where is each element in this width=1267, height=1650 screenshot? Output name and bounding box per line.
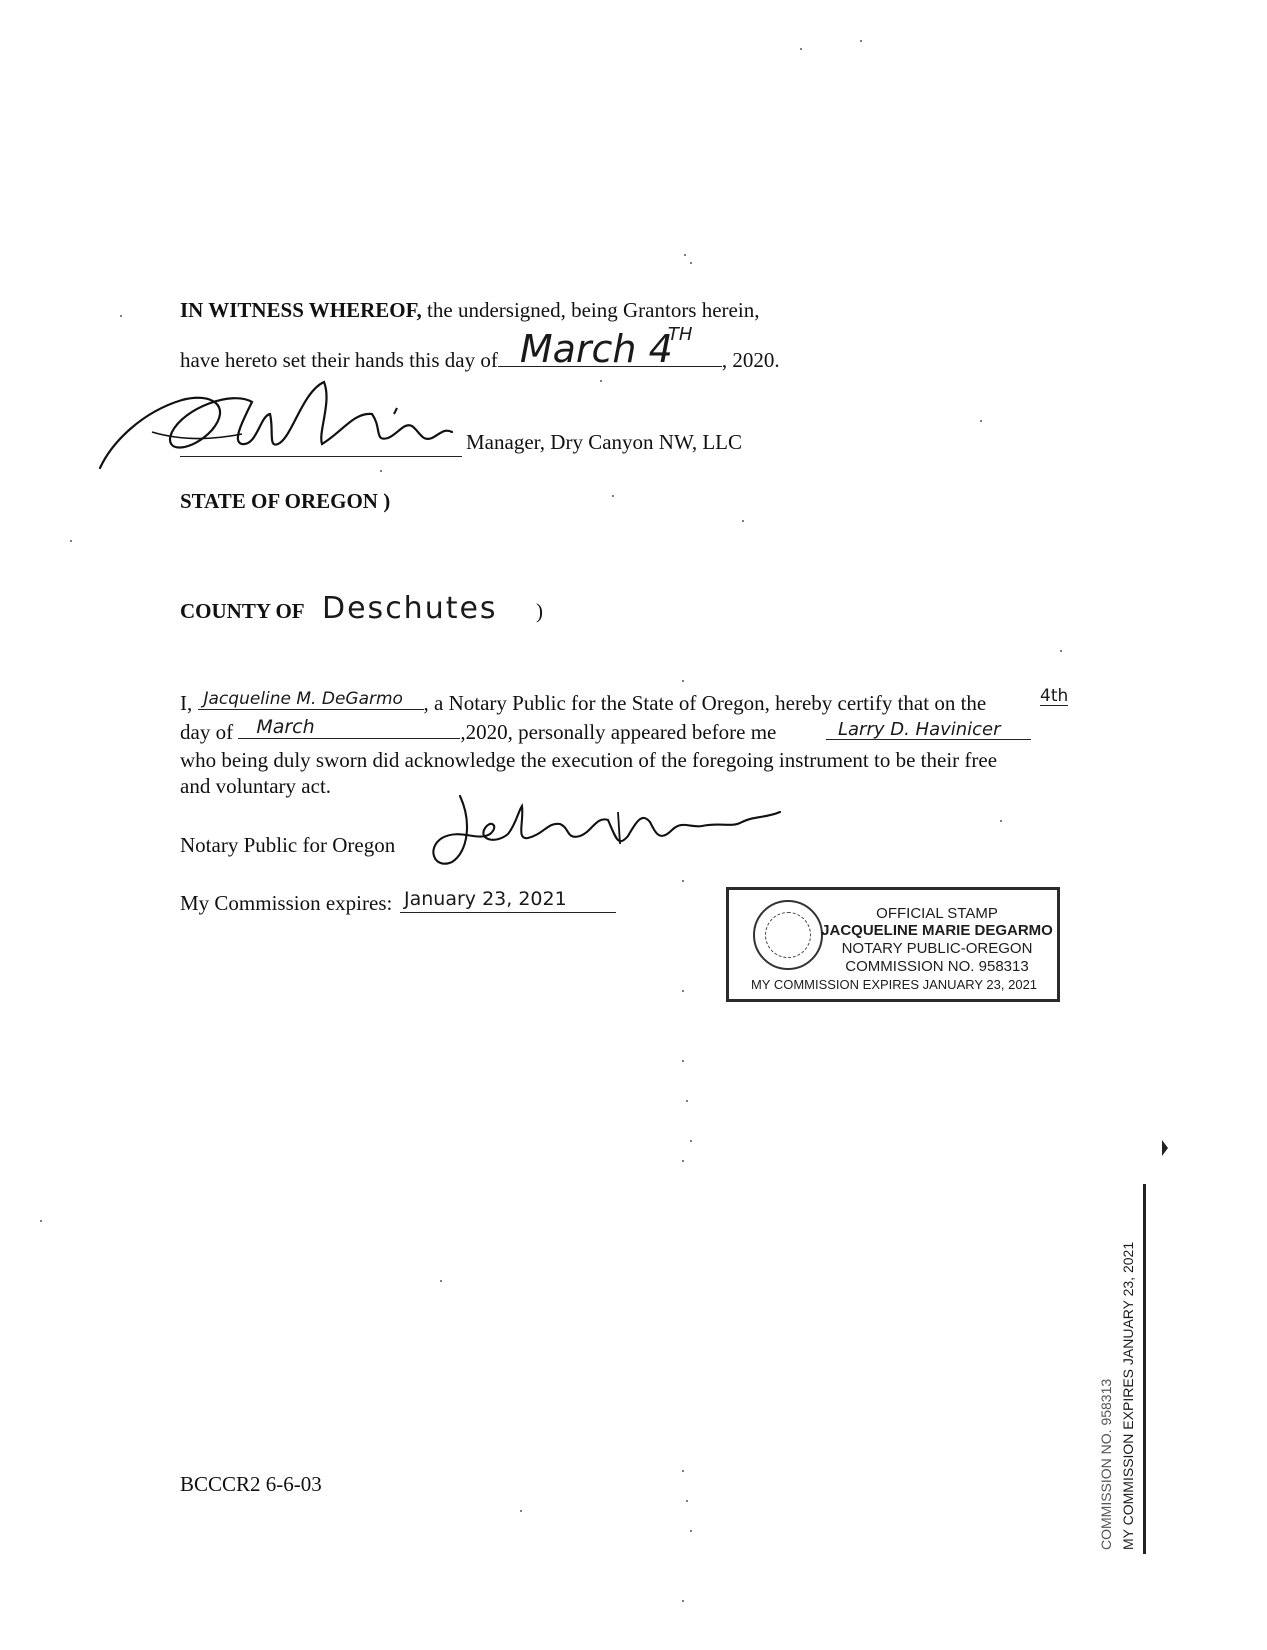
county-line	[180, 601, 305, 622]
commission-blank	[400, 912, 616, 913]
side-stamp-line-2: COMMISSION NO. 958313	[1098, 1378, 1114, 1550]
certificate-day-handwritten: 4th	[1040, 686, 1069, 706]
stamp-line-1: OFFICIAL STAMP	[876, 905, 998, 922]
certificate-day-label: day of	[180, 720, 234, 744]
certificate-month-handwritten: March	[256, 716, 315, 738]
certificate-month-blank	[238, 716, 460, 739]
commission-line	[180, 893, 392, 914]
stamp-line-3: NOTARY PUBLIC-OREGON	[841, 940, 1033, 957]
certificate-i: I,	[180, 691, 193, 715]
witness-date-superscript: TH	[667, 324, 693, 345]
certificate-line-2	[180, 716, 777, 744]
form-code: BCCCR2 6-6-03	[180, 1472, 322, 1496]
commission-handwritten: January 23, 2021	[404, 888, 567, 910]
notary-signature	[420, 782, 800, 874]
certificate-line-1	[180, 689, 987, 715]
certificate-line-1-text: , a Notary Public for the State of Oregon, hereby certify that on the	[423, 691, 987, 715]
commission-label: My Commission expires:	[180, 891, 393, 915]
witness-date-blank	[498, 324, 722, 371]
witness-date-prefix: have hereto set their hands this day of	[180, 348, 498, 372]
witness-date-handwritten: March 4	[519, 327, 673, 371]
appearer-handwritten: Larry D. Havinicer	[838, 719, 1001, 740]
certificate-line-3: who being duly sworn did acknowledge the execution of the foregoing instrument to be their free	[180, 748, 998, 772]
certificate-year-text: ,2020, personally appeared before me	[460, 720, 777, 744]
grantor-title: Manager, Dry Canyon NW, LLC	[466, 430, 742, 454]
stamp-line-4: COMMISSION NO. 958313	[845, 958, 1029, 975]
official-notary-stamp	[726, 887, 1060, 1002]
certificate-line-4: and voluntary act.	[180, 774, 332, 798]
side-stamp-line-1: MY COMMISSION EXPIRES JANUARY 23, 2021	[1120, 1241, 1136, 1550]
state-of-oregon: STATE OF OREGON )	[180, 489, 391, 513]
state-seal-icon	[753, 900, 823, 970]
margin-mark-icon	[1162, 1140, 1168, 1156]
county-handwritten: Deschutes	[322, 591, 498, 626]
notary-public-label: Notary Public for Oregon	[180, 833, 396, 857]
witness-heading: IN WITNESS WHEREOF,	[180, 298, 422, 322]
witness-line-1	[180, 300, 759, 321]
stamp-line-2: JACQUELINE MARIE DEGARMO	[821, 922, 1053, 939]
notary-name-blank	[198, 689, 424, 710]
notary-name-handwritten: Jacqueline M. DeGarmo	[203, 689, 403, 709]
county-paren: )	[536, 599, 543, 623]
witness-line-2	[180, 324, 780, 372]
stamp-line-5: MY COMMISSION EXPIRES JANUARY 23, 2021	[750, 977, 1038, 992]
grantor-signature-line	[180, 456, 462, 457]
witness-year: , 2020.	[721, 348, 780, 372]
county-label: COUNTY OF	[180, 599, 305, 623]
grantor-signature	[92, 372, 472, 477]
witness-line-1-text: the undersigned, being Grantors herein,	[421, 298, 760, 322]
side-stamp	[1084, 1184, 1146, 1554]
